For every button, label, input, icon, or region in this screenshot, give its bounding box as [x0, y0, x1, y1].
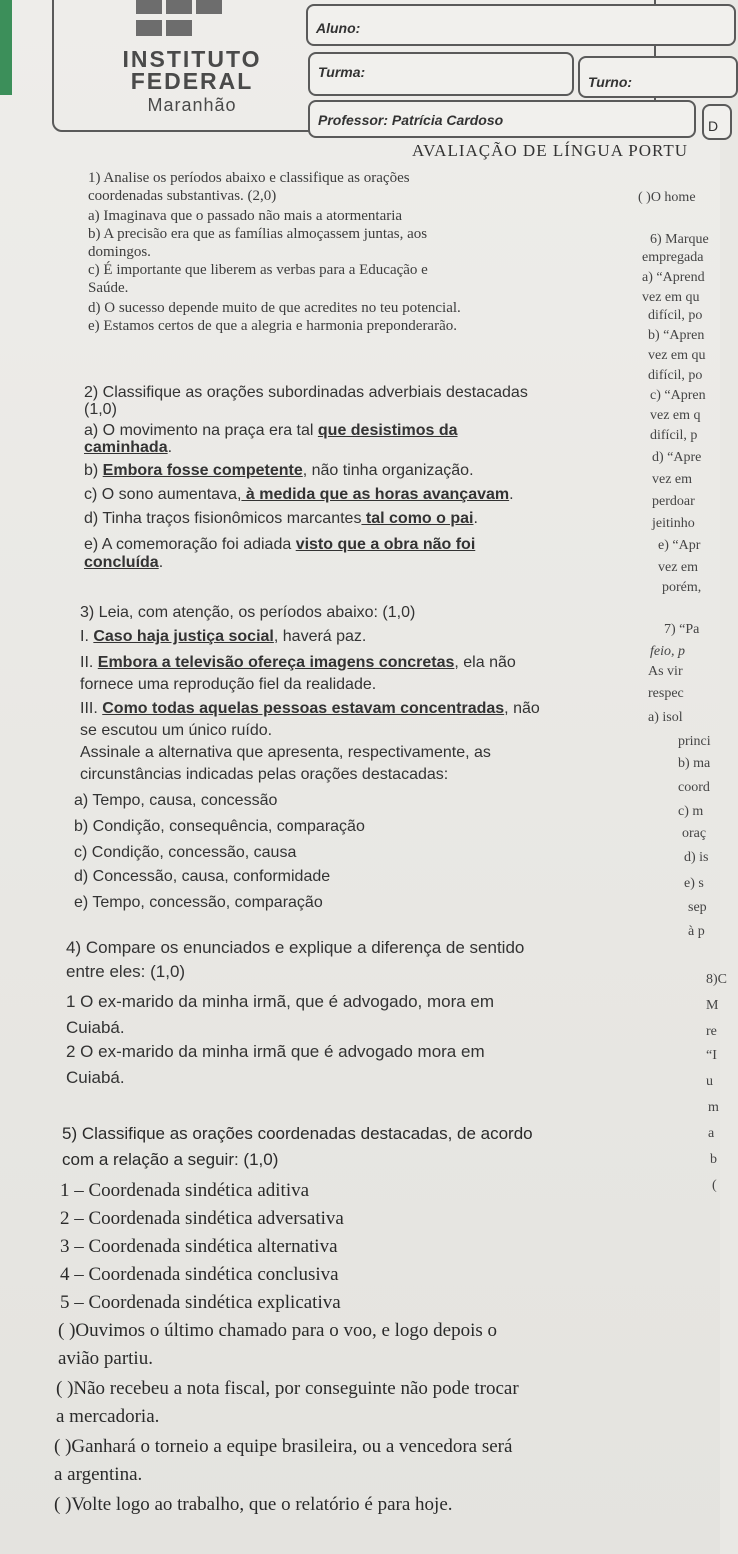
q1-line: 1) Analise os períodos abaixo e classifique as orações: [88, 170, 410, 186]
q4-line: 1 O ex-marido da minha irmã, que é advogado, mora em: [66, 992, 495, 1011]
q2-a-highlight: que desistimos da: [317, 422, 458, 439]
turno-label: Turno:: [588, 74, 633, 90]
green-edge: [0, 0, 12, 95]
q2-item-d: [84, 510, 478, 528]
q4-line: Cuiabá.: [66, 1018, 125, 1037]
q3-ask: circunstâncias indicadas pelas orações destacadas:: [80, 766, 449, 783]
q2-b-text: b): [84, 462, 103, 479]
q3-option-c[interactable]: c) Condição, concessão, causa: [74, 844, 297, 861]
aluno-label: Aluno:: [316, 20, 361, 36]
q4-line: 2 O ex-marido da minha irmã que é advogado mora em: [66, 1042, 485, 1061]
logo-square-icon: [136, 0, 162, 14]
q3-iii-highlight: Como todas aquelas pessoas estavam concentradas: [102, 700, 505, 717]
q5-relation: 1 – Coordenada sindética aditiva: [60, 1180, 310, 1201]
q5-item-3[interactable]: ( )Ganhará o torneio a equipe brasileira, ou a vencedora será: [54, 1436, 513, 1457]
q2-d-highlight: tal como o pai: [361, 510, 474, 527]
right-col-line: porém,: [662, 580, 702, 595]
q3-option-a[interactable]: a) Tempo, causa, concessão: [74, 792, 278, 809]
right-col-line: (: [712, 1178, 717, 1193]
q3-i-end: , haverá paz.: [273, 628, 367, 645]
right-col-line: e) “Apr: [658, 538, 701, 553]
q2-item-a: [84, 422, 457, 440]
q3-ask: Assinale a alternativa que apresenta, respectivamente, as: [80, 744, 491, 761]
logo-line1: INSTITUTO: [122, 46, 262, 72]
right-col-line: difícil, po: [648, 308, 703, 323]
right-col-line: à p: [688, 924, 705, 939]
q3-option-d[interactable]: d) Concessão, causa, conformidade: [74, 868, 331, 885]
right-col-line: c) m: [678, 804, 704, 819]
q2-e-text: e) A comemoração foi adiada: [84, 536, 296, 553]
q4-line: Cuiabá.: [66, 1068, 125, 1087]
extra-field-letter: D: [708, 118, 719, 134]
q2-c-text: c) O sono aumentava,: [84, 486, 242, 503]
right-col-line: a) “Aprend: [642, 270, 705, 285]
q5-item-4[interactable]: ( )Volte logo ao trabalho, que o relatório é para hoje.: [54, 1494, 453, 1515]
q3-ii-highlight: Embora a televisão ofereça imagens concretas: [97, 654, 455, 671]
q2-c-highlight: à medida que as horas avançavam: [241, 486, 510, 503]
q1-line: e) Estamos certos de que a alegria e harmonia preponderarão.: [88, 318, 457, 334]
q2-d-text: d) Tinha traços fisionômicos marcantes: [84, 510, 362, 527]
q2-e-end: .: [158, 554, 164, 571]
right-col-line: vez em qu: [642, 290, 700, 305]
q2-a-end: .: [167, 439, 173, 456]
right-col-line: respec: [648, 686, 684, 701]
right-col-line: princi: [678, 734, 711, 749]
q5-item-2-cont: a mercadoria.: [56, 1406, 160, 1427]
q2-c-end: .: [509, 486, 514, 503]
right-col-line: feio, p: [650, 644, 685, 659]
q3-item-ii: [80, 654, 516, 672]
right-col-line: ( )O home: [638, 190, 696, 205]
right-col-line: oraç: [682, 826, 707, 841]
q3-option-b[interactable]: b) Condição, consequência, comparação: [74, 818, 365, 835]
q3-ii-num: II.: [80, 654, 98, 671]
turma-field[interactable]: [308, 52, 574, 96]
q1-line: c) É importante que liberem as verbas para a Educação e: [88, 262, 428, 278]
right-col-line: a) isol: [648, 710, 683, 725]
right-col-line: 6) Marque: [650, 232, 709, 247]
right-col-line: empregada: [642, 250, 704, 265]
q2-b-highlight: Embora fosse competente: [102, 462, 303, 479]
q1-line: coordenadas substantivas. (2,0): [88, 188, 277, 204]
q3-option-e[interactable]: e) Tempo, concessão, comparação: [74, 894, 323, 911]
q2-a-text: a) O movimento na praça era tal: [84, 422, 318, 439]
right-col-line: a: [708, 1126, 715, 1141]
right-col-line: c) “Apren: [650, 388, 706, 403]
right-col-line: perdoar: [652, 494, 695, 509]
right-col-line: b) “Apren: [648, 328, 705, 343]
q3-i-num: I.: [80, 628, 94, 645]
q2-line: 2) Classifique as orações subordinadas adverbiais destacadas: [84, 384, 528, 401]
q5-line: com a relação a seguir: (1,0): [62, 1150, 279, 1169]
right-col-line: 8)C: [706, 972, 727, 987]
q5-item-2[interactable]: ( )Não recebeu a nota fiscal, por conseguinte não pode trocar: [56, 1378, 519, 1399]
aluno-field[interactable]: [306, 4, 736, 46]
q2-d-end: .: [473, 510, 478, 527]
extra-field[interactable]: [702, 104, 732, 140]
right-col-line: coord: [678, 780, 710, 795]
q1-line: b) A precisão era que as famílias almoçassem juntas, aos: [88, 226, 428, 242]
q2-item-e-cont: [84, 554, 163, 572]
right-col-line: d) “Apre: [652, 450, 702, 465]
logo-square-icon: [136, 20, 162, 36]
right-col-line: e) s: [684, 876, 704, 891]
q3-i-highlight: Caso haja justiça social: [93, 628, 274, 645]
q2-line: (1,0): [84, 401, 117, 418]
q5-item-1[interactable]: ( )Ouvimos o último chamado para o voo, e logo depois o: [58, 1320, 498, 1341]
logo-line2: FEDERAL: [130, 68, 254, 94]
q2-e-highlight-2: concluída: [84, 554, 159, 571]
right-col-line: vez em qu: [648, 348, 706, 363]
right-col-line: “I: [706, 1048, 717, 1063]
q3-item-iii: [80, 700, 540, 718]
q5-relation: 2 – Coordenada sindética adversativa: [60, 1208, 344, 1229]
right-col-line: b) ma: [678, 756, 711, 771]
q3-iii-num: III.: [80, 700, 103, 717]
right-col-line: vez em: [652, 472, 693, 487]
q5-item-3-cont: a argentina.: [54, 1464, 143, 1485]
q5-line: 5) Classifique as orações coordenadas destacadas, de acordo: [62, 1124, 533, 1143]
right-col-line: vez em q: [650, 408, 701, 423]
q1-line: d) O sucesso depende muito de que acredites no teu potencial.: [88, 300, 461, 316]
institute-logo: [92, 48, 292, 116]
q3-item-iii-cont: se escutou um único ruído.: [80, 722, 273, 739]
right-col-line: u: [706, 1074, 713, 1089]
logo-square-icon: [166, 0, 192, 14]
logo-line3: Maranhão: [147, 95, 237, 115]
turma-label: Turma:: [318, 64, 366, 80]
logo-square-icon: [196, 0, 222, 14]
q4-line: entre eles: (1,0): [66, 962, 186, 981]
q5-relation: 5 – Coordenada sindética explicativa: [60, 1292, 341, 1313]
q3-item-i: [80, 628, 366, 646]
right-col-line: sep: [688, 900, 707, 915]
q3-line: 3) Leia, com atenção, os períodos abaixo: (1,0): [80, 604, 416, 621]
right-col-line: difícil, po: [648, 368, 703, 383]
q3-item-ii-cont: fornece uma reprodução fiel da realidade.: [80, 676, 377, 693]
right-col-line: As vir: [648, 664, 683, 679]
logo-square-icon: [166, 20, 192, 36]
right-col-line: b: [710, 1152, 717, 1167]
q1-line: domingos.: [88, 244, 151, 260]
q2-item-c: [84, 486, 514, 504]
turno-field[interactable]: [578, 56, 738, 98]
q3-iii-end: , não: [504, 700, 540, 717]
q2-item-e: [84, 536, 475, 554]
q4-line: 4) Compare os enunciados e explique a diferença de sentido: [66, 938, 525, 957]
right-col-line: re: [706, 1024, 717, 1039]
q2-item-a-cont: [84, 439, 172, 457]
q1-line: a) Imaginava que o passado não mais a atormentaria: [88, 208, 403, 224]
q2-a-highlight-2: caminhada: [84, 439, 168, 456]
q2-b-end: , não tinha organização.: [302, 462, 474, 479]
right-col-line: 7) “Pa: [664, 622, 700, 637]
right-col-line: m: [708, 1100, 719, 1115]
q5-relation: 4 – Coordenada sindética conclusiva: [60, 1264, 339, 1285]
q2-item-b: [84, 462, 474, 480]
exam-title: AVALIAÇÃO DE LÍNGUA PORTU: [412, 141, 688, 160]
q3-ii-end: , ela não: [454, 654, 516, 671]
q1-line: Saúde.: [88, 280, 129, 296]
right-column-cropped: [636, 190, 727, 1554]
right-col-line: jeitinho: [652, 516, 695, 531]
right-col-line: vez em: [658, 560, 699, 575]
right-col-line: difícil, p: [650, 428, 698, 443]
right-col-line: M: [706, 998, 719, 1013]
professor-field[interactable]: [308, 100, 696, 138]
q2-e-highlight: visto que a obra não foi: [295, 536, 476, 553]
q5-item-1-cont: avião partiu.: [58, 1348, 153, 1369]
right-col-line: d) is: [684, 850, 709, 865]
q5-relation: 3 – Coordenada sindética alternativa: [60, 1236, 338, 1257]
professor-label: Professor: Patrícia Cardoso: [318, 112, 504, 128]
